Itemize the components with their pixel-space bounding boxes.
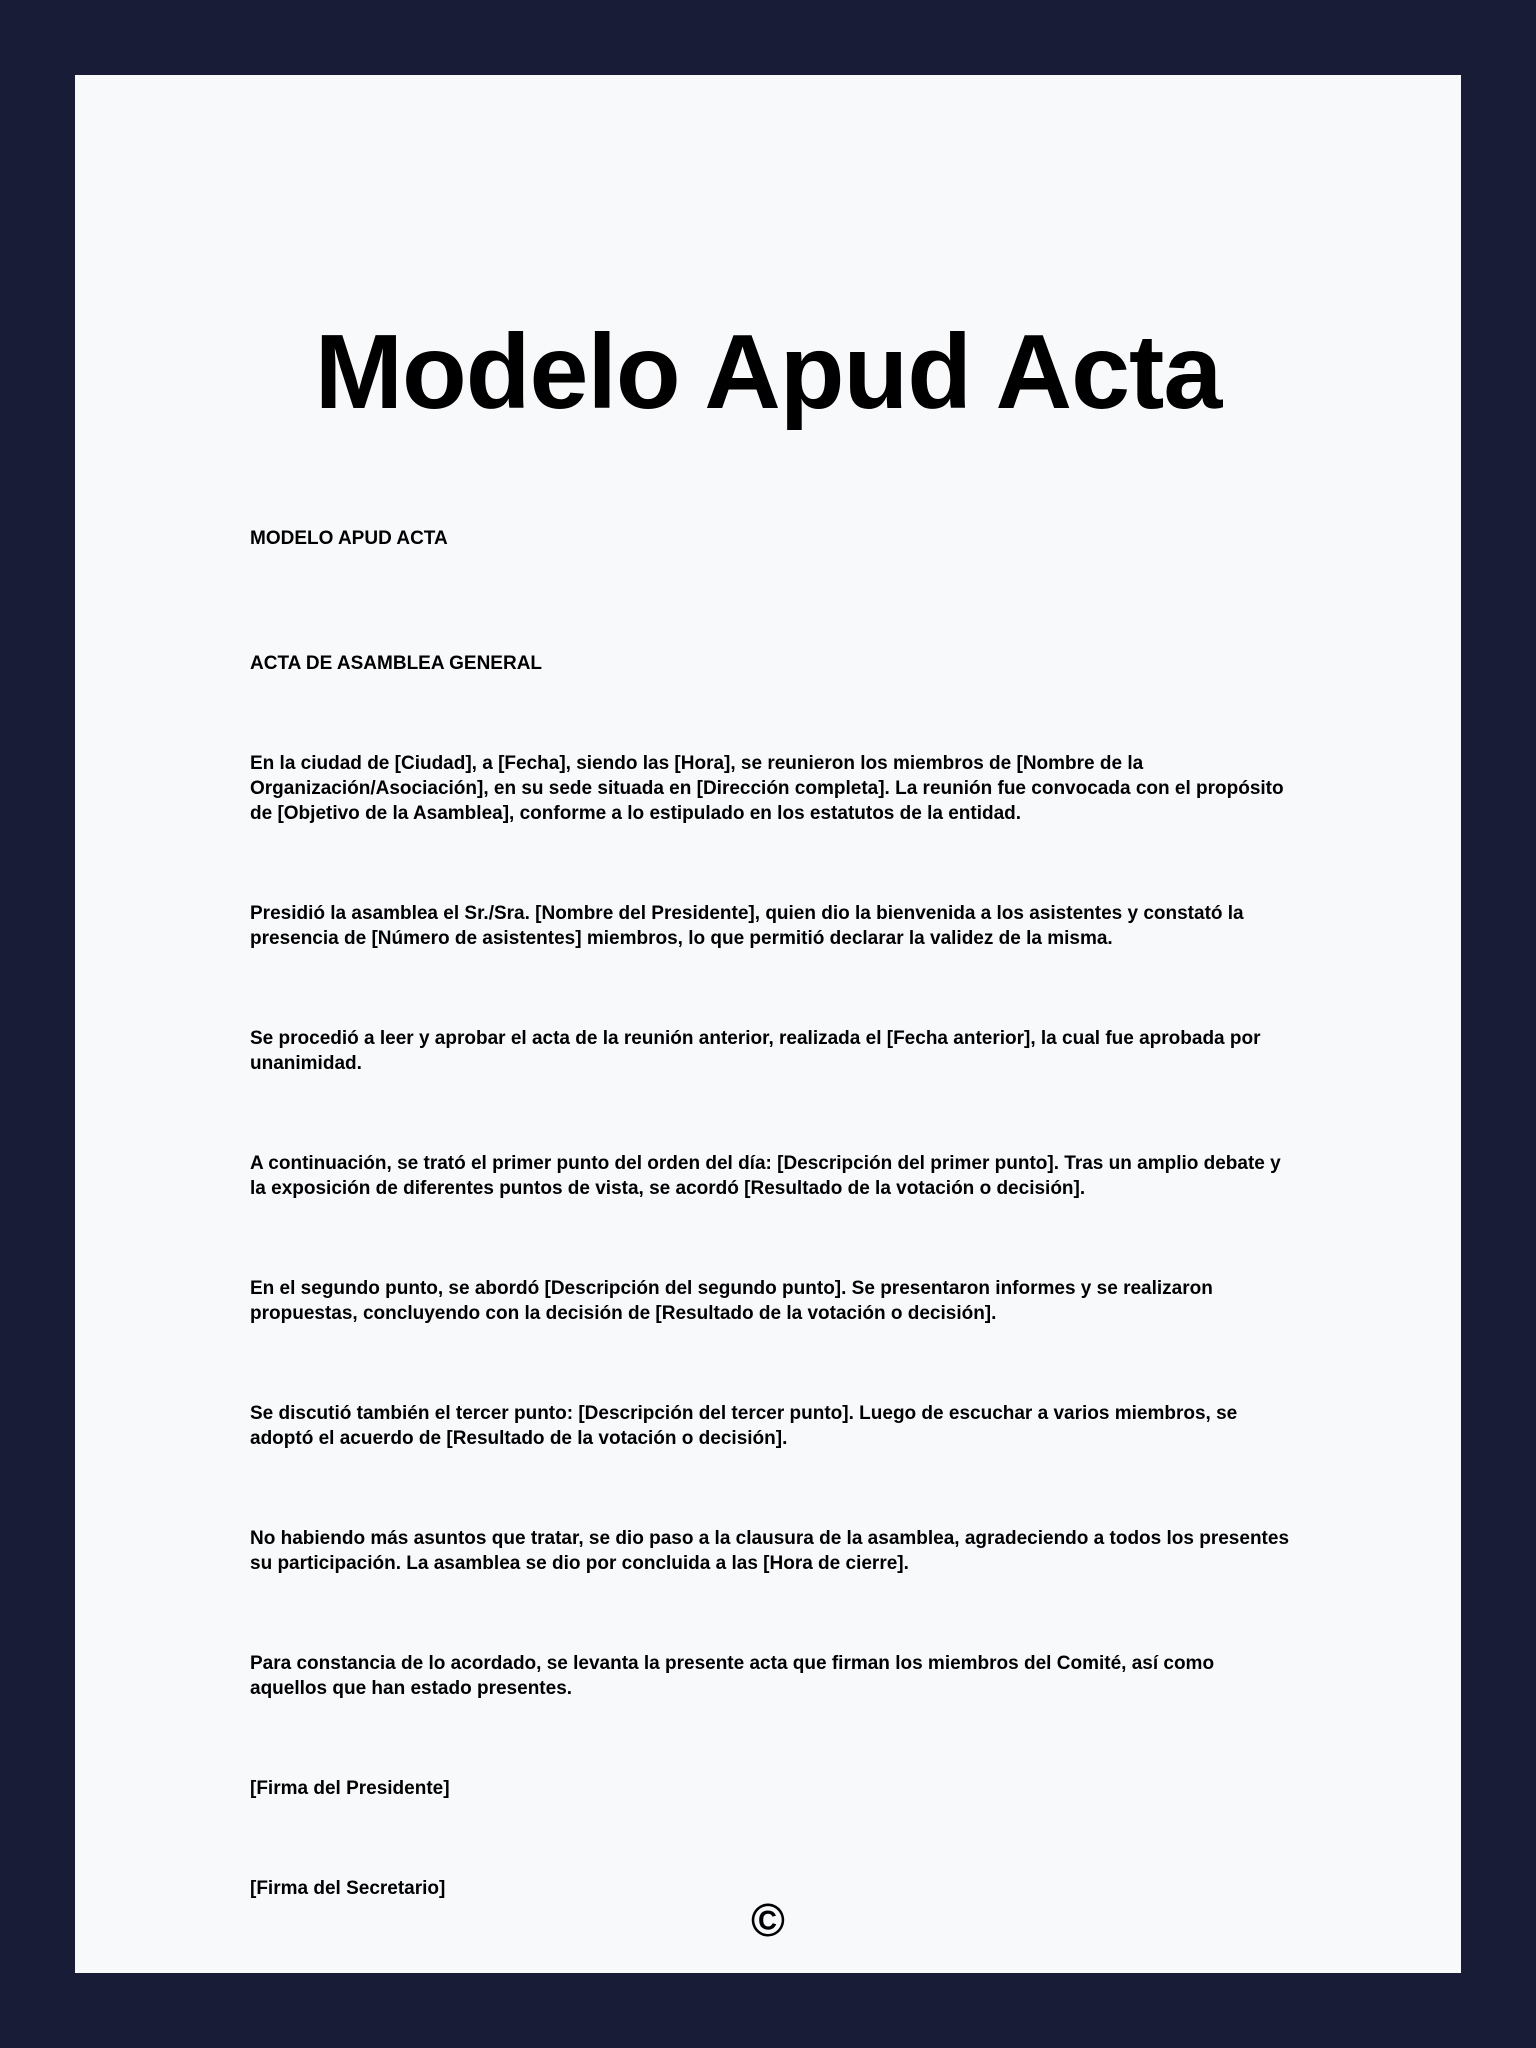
heading-acta-asamblea-general: ACTA DE ASAMBLEA GENERAL: [250, 653, 543, 674]
paragraph-president: Presidió la asamblea el Sr./Sra. [Nombre del Presidente], quien dio la bienvenida a los asistentes y constató la presencia de [Número de asistentes] miembros, lo que permitió declarar la validez de la misma.: [250, 903, 1244, 949]
signature-president: [Firma del Presidente]: [250, 1778, 450, 1799]
copyright-icon: ©: [751, 1894, 785, 1946]
paragraph-opening: En la ciudad de [Ciudad], a [Fecha], siendo las [Hora], se reunieron los miembros de [Nombre de la Organización/Asociación], en su sede situada en [Dirección completa]. La reunión fue convocada con el propósito de [Objetivo de la Asamblea], conforme a lo estipulado en los estatutos de la entidad.: [250, 753, 1284, 824]
paragraph-closing: No habiendo más asuntos que tratar, se dio paso a la clausura de la asamblea, agradeciendo a todos los presentes su participación. La asamblea se dio por concluida a las [Hora de cierre].: [250, 1528, 1290, 1574]
signature-secretary: [Firma del Secretario]: [250, 1878, 446, 1899]
paragraph-first-point: A continuación, se trató el primer punto del orden del día: [Descripción del primer punto]. Tras un amplio debate y la exposición de diferentes puntos de vista, se acordó [Resultado de la votación o decisión].: [250, 1153, 1281, 1199]
paragraph-record: Para constancia de lo acordado, se levanta la presente acta que firman los miembros del Comité, así como aquellos que han estado presentes.: [250, 1653, 1215, 1699]
paragraph-second-point: En el segundo punto, se abordó [Descripción del segundo punto]. Se presentaron informes y se realizaron propuestas, concluyendo con la decisión de [Resultado de la votación o decisión].: [250, 1278, 1213, 1324]
document-title: Modelo Apud Acta: [314, 313, 1222, 431]
document-page: [75, 75, 1461, 1973]
paragraph-previous-minutes: Se procedió a leer y aprobar el acta de la reunión anterior, realizada el [Fecha anterior], la cual fue aprobada por unanimidad.: [250, 1028, 1261, 1074]
paragraph-third-point: Se discutió también el tercer punto: [Descripción del tercer punto]. Luego de escuchar a varios miembros, se adoptó el acuerdo de [Resultado de la votación o decisión].: [250, 1403, 1238, 1449]
heading-modelo-apud-acta: MODELO APUD ACTA: [250, 528, 448, 549]
